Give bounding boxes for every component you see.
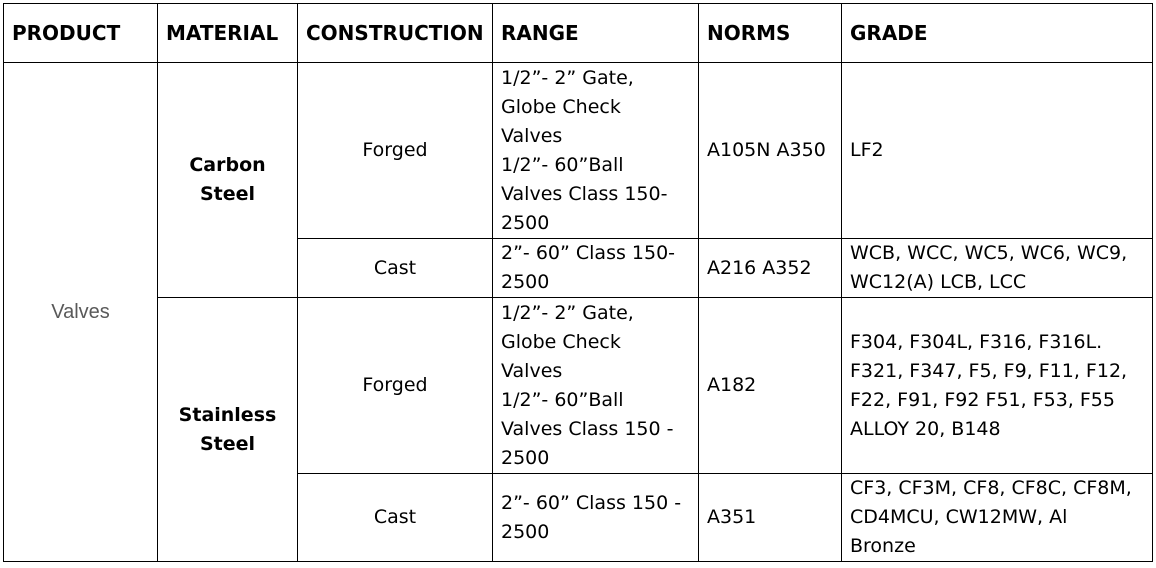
- grade-line: WCB, WCC, WC5, WC6, WC9,: [850, 242, 1128, 264]
- range-line: 2500: [501, 211, 550, 234]
- grade-cell: [842, 239, 1153, 298]
- range-line: 1/2”- 2” Gate,: [501, 66, 634, 89]
- material-line: Steel: [199, 183, 256, 205]
- table-row: [4, 298, 1153, 474]
- range-line: Globe Check: [501, 95, 621, 118]
- header-range: RANGE: [493, 4, 699, 63]
- range-line: 2500: [501, 446, 550, 469]
- range-line: 1/2”- 60”Ball: [501, 388, 624, 411]
- construction-cell: Forged: [298, 298, 493, 474]
- range-line: Valves: [501, 124, 563, 147]
- grade-line: F304, F304L, F316, F316L.: [850, 330, 1103, 353]
- range-line: 2”- 60” Class 150-: [501, 242, 676, 264]
- material-cell: [158, 298, 298, 562]
- grade-cell: [842, 63, 1153, 239]
- header-material: MATERIAL: [158, 4, 298, 63]
- grade-line: ALLOY 20, B148: [850, 417, 1001, 440]
- header-product: PRODUCT: [4, 4, 158, 63]
- product-spec-table: [3, 3, 1153, 562]
- grade-line: LF2: [850, 139, 884, 161]
- grade-line: Bronze: [850, 535, 916, 557]
- range-cell: [493, 474, 699, 562]
- grade-cell: [842, 298, 1153, 474]
- table-row: [4, 63, 1153, 239]
- grade-line: F321, F347, F5, F9, F11, F12,: [850, 359, 1128, 382]
- range-line: Valves Class 150 -: [501, 417, 674, 440]
- range-line: 2500: [501, 271, 550, 293]
- norms-cell: A105N A350: [699, 63, 842, 239]
- header-construction: CONSTRUCTION: [298, 4, 493, 63]
- grade-line: WC12(A) LCB, LCC: [850, 271, 1027, 293]
- range-cell: [493, 239, 699, 298]
- norms-cell: A182: [699, 298, 842, 474]
- range-line: Valves Class 150-: [501, 182, 668, 205]
- norms-cell: A216 A352: [699, 239, 842, 298]
- grade-line: CD4MCU, CW12MW, Al: [850, 506, 1068, 528]
- header-norms: NORMS: [699, 4, 842, 63]
- grade-line: CF3, CF3M, CF8, CF8C, CF8M,: [850, 477, 1132, 499]
- range-line: 1/2”- 2” Gate,: [501, 301, 634, 324]
- construction-cell: Cast: [298, 474, 493, 562]
- header-grade: GRADE: [842, 4, 1153, 63]
- product-cell: Valves: [4, 63, 158, 562]
- construction-cell: Forged: [298, 63, 493, 239]
- range-line: 1/2”- 60”Ball: [501, 153, 624, 176]
- range-cell: [493, 298, 699, 474]
- material-line: Steel: [199, 432, 256, 455]
- range-line: Globe Check: [501, 330, 621, 353]
- range-cell: [493, 63, 699, 239]
- construction-cell: Cast: [298, 239, 493, 298]
- range-line: 2500: [501, 520, 550, 543]
- range-line: Valves: [501, 359, 563, 382]
- grade-line: F22, F91, F92 F51, F53, F55: [850, 388, 1115, 411]
- grade-cell: [842, 474, 1153, 562]
- material-cell: [158, 63, 298, 298]
- material-line: Stainless: [178, 403, 277, 426]
- norms-cell: A351: [699, 474, 842, 562]
- header-row: [4, 4, 1153, 63]
- material-line: Carbon: [189, 154, 266, 176]
- range-line: 2”- 60” Class 150 -: [501, 491, 682, 514]
